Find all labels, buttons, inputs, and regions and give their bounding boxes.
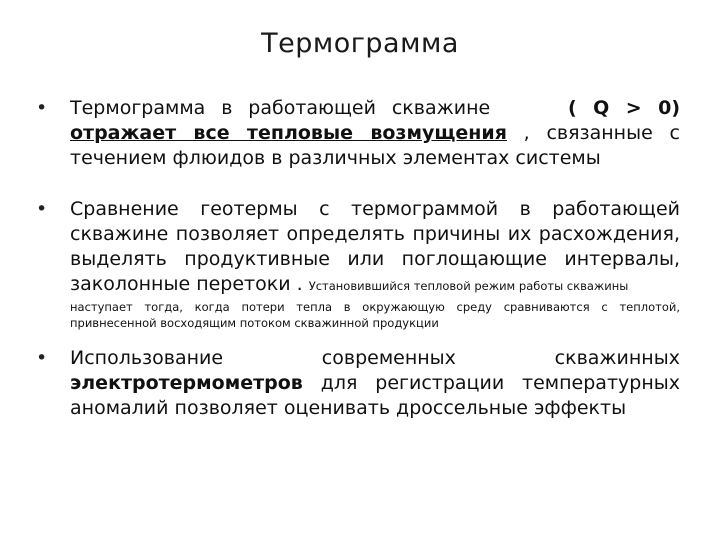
bullet-3-part-2: современных	[321, 347, 456, 369]
bullet-1-part-1: Термограмма в работающей скважине	[70, 97, 491, 119]
bullet-3-part-3: скважинных	[554, 347, 680, 369]
bullet-1-emphasis: отражает все тепловые возмущения	[70, 122, 507, 144]
bullet-1	[36, 96, 680, 171]
bullet-3-part-5: для регистрации температурных аномалий позволяет оценивать дроссельные эффекты	[70, 372, 680, 419]
bullet-marker: •	[36, 198, 48, 220]
bullet-3-part-1: Использование	[70, 347, 224, 369]
bullet-2-note-end: наступает тогда, когда потери тепла в окружающую среду сравниваются с теплотой, привнесенной восходящим потоком скважинной продукции	[70, 300, 680, 330]
bullet-marker: •	[36, 97, 48, 119]
bullet-2-text	[70, 197, 680, 331]
bullet-1-condition: ( Q > 0)	[567, 97, 680, 119]
bullet-2	[36, 197, 680, 331]
bullet-1-text	[70, 96, 680, 171]
bullet-3-emphasis: электротермометров	[70, 372, 303, 394]
bullet-2-part-1: Сравнение геотермы с термограммой в работающей скважине позволяет определять причины их расхождения, выделять продуктивные или поглощающие интервалы, заколонные перетоки .	[70, 198, 680, 295]
bullet-1-part-4: , связанные с течением флюидов в различных элементах системы	[70, 122, 680, 169]
bullet-3-text	[70, 346, 680, 421]
bullet-marker: •	[36, 347, 48, 369]
slide-title: Термограмма	[261, 28, 459, 59]
bullet-2-note-start: Установившийся тепловой режим работы скважины	[308, 279, 629, 293]
bullet-3	[36, 346, 680, 421]
